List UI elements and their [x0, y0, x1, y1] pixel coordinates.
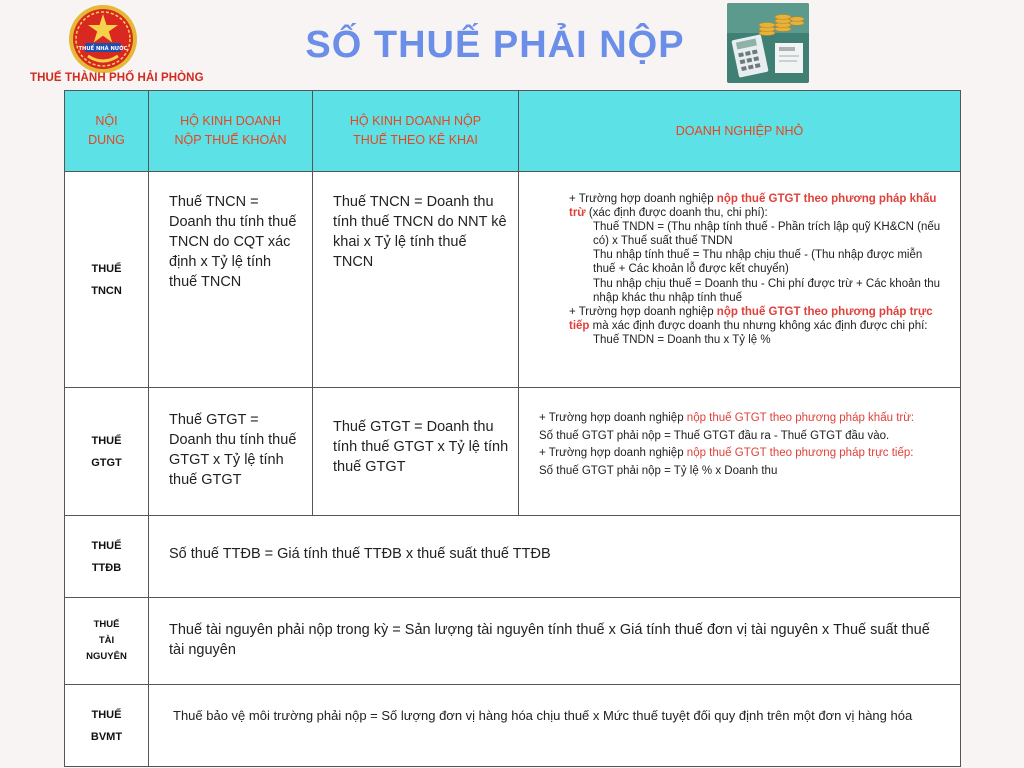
tax-illustration-image: [727, 3, 809, 83]
tncn-declaration-formula: Thuế TNCN = Doanh thu tính thuế TNCN do NNT kê khai x Tỷ lệ tính thuế TNCN: [313, 172, 519, 388]
table-row-ttdb: [65, 516, 961, 598]
gtgt-flat-rate-formula: Thuế GTGT = Doanh thu tính thuế GTGT x Tỷ lệ tính thuế GTGT: [149, 388, 313, 516]
gtgt-declaration-formula: Thuế GTGT = Doanh thu tính thuế GTGT x Tỷ lệ tính thuế GTGT: [313, 388, 519, 516]
state-emblem-icon: [68, 4, 138, 74]
bvmt-formula: Thuế bảo vệ môi trường phải nộp = Số lượng đơn vị hàng hóa chịu thuế x Mức thuế tuyệt đối quy định trên một đơn vị hàng hóa: [149, 685, 961, 767]
emblem-text: THUẾ NHÀ NƯỚC: [78, 45, 128, 52]
tncn-case-deduction: + Trường hợp doanh nghiệp nộp thuế GTGT theo phương pháp khấu trừ (xác định được doanh thu, chi phí):: [569, 193, 937, 220]
table-header-row: [65, 91, 961, 172]
table-row-bvmt: [65, 685, 961, 767]
taxable-income-formula: Thu nhập tính thuế = Thu nhập chịu thuế - (Thu nhập được miễn thuế + Các khoản lỗ được kết chuyển): [593, 249, 923, 276]
resource-tax-formula: Thuế tài nguyên phải nộp trong kỳ = Sản lượng tài nguyên tính thuế x Giá tính thuế đơn vị tài nguyên x Thuế suất thuế tài nguyên: [149, 598, 961, 685]
header-content: NỘI DUNG: [65, 91, 149, 172]
tncn-case-direct: + Trường hợp doanh nghiệp nộp thuế GTGT theo phương pháp trực tiếp mà xác định được doanh thu nhưng không xác định được chi phí:: [569, 305, 933, 332]
tncn-small-business-formula: [519, 172, 961, 388]
page-title: SỐ THUẾ PHẢI NỘP: [305, 24, 685, 66]
gtgt-small-business-formula: [519, 388, 961, 516]
ttdb-formula: Số thuế TTĐB = Giá tính thuế TTĐB x thuế suất thuế TTĐB: [149, 516, 961, 598]
row-label-resource: THUẾ TÀI NGUYÊN: [65, 598, 149, 685]
gtgt-case-deduction: + Trường hợp doanh nghiệp nộp thuế GTGT theo phương pháp khấu trừ:: [539, 412, 915, 424]
header-declaration-household: HỘ KINH DOANH NỘP THUẾ THEO KÊ KHAI: [313, 91, 519, 172]
row-label-ttdb: THUẾ TTĐB: [65, 516, 149, 598]
logo-text: THUẾ THÀNH PHỐ HẢI PHÒNG: [30, 72, 204, 84]
row-label-bvmt: THUẾ BVMT: [65, 685, 149, 767]
row-label-tncn: THUẾ TNCN: [65, 172, 149, 388]
tndn-direct-formula: Thuế TNDN = Doanh thu x Tỷ lệ %: [593, 333, 771, 346]
tax-payable-table: [64, 90, 961, 767]
table-row-gtgt: [65, 388, 961, 516]
gtgt-direct-formula: Số thuế GTGT phải nộp = Tỷ lệ % x Doanh thu: [539, 464, 778, 477]
assessable-income-formula: Thu nhập chịu thuế = Doanh thu - Chi phí được trừ + Các khoản thu nhập khác thu nhập tính thuế: [593, 277, 941, 304]
table-row-resource: [65, 598, 961, 685]
gtgt-deduction-formula: Số thuế GTGT phải nộp = Thuế GTGT đầu ra - Thuế GTGT đầu vào.: [539, 429, 890, 442]
calculator-coins-icon: [727, 3, 809, 83]
header-small-business: DOANH NGHIỆP NHỎ: [519, 91, 961, 172]
row-label-gtgt: THUẾ GTGT: [65, 388, 149, 516]
table-row-tncn: [65, 172, 961, 388]
tncn-flat-rate-formula: Thuế TNCN = Doanh thu tính thuế TNCN do CQT xác định x Tỷ lệ tính thuế TNCN: [149, 172, 313, 388]
header-flat-rate-household: HỘ KINH DOANH NỘP THUẾ KHOÁN: [149, 91, 313, 172]
tax-department-logo: [30, 2, 204, 88]
gtgt-case-direct: + Trường hợp doanh nghiệp nộp thuế GTGT theo phương pháp trực tiếp:: [539, 447, 914, 459]
tndn-formula: Thuế TNDN = (Thu nhập tính thuế - Phần trích lập quỹ KH&CN (nếu có) x Thuế suất thuế TNDN: [593, 221, 941, 248]
